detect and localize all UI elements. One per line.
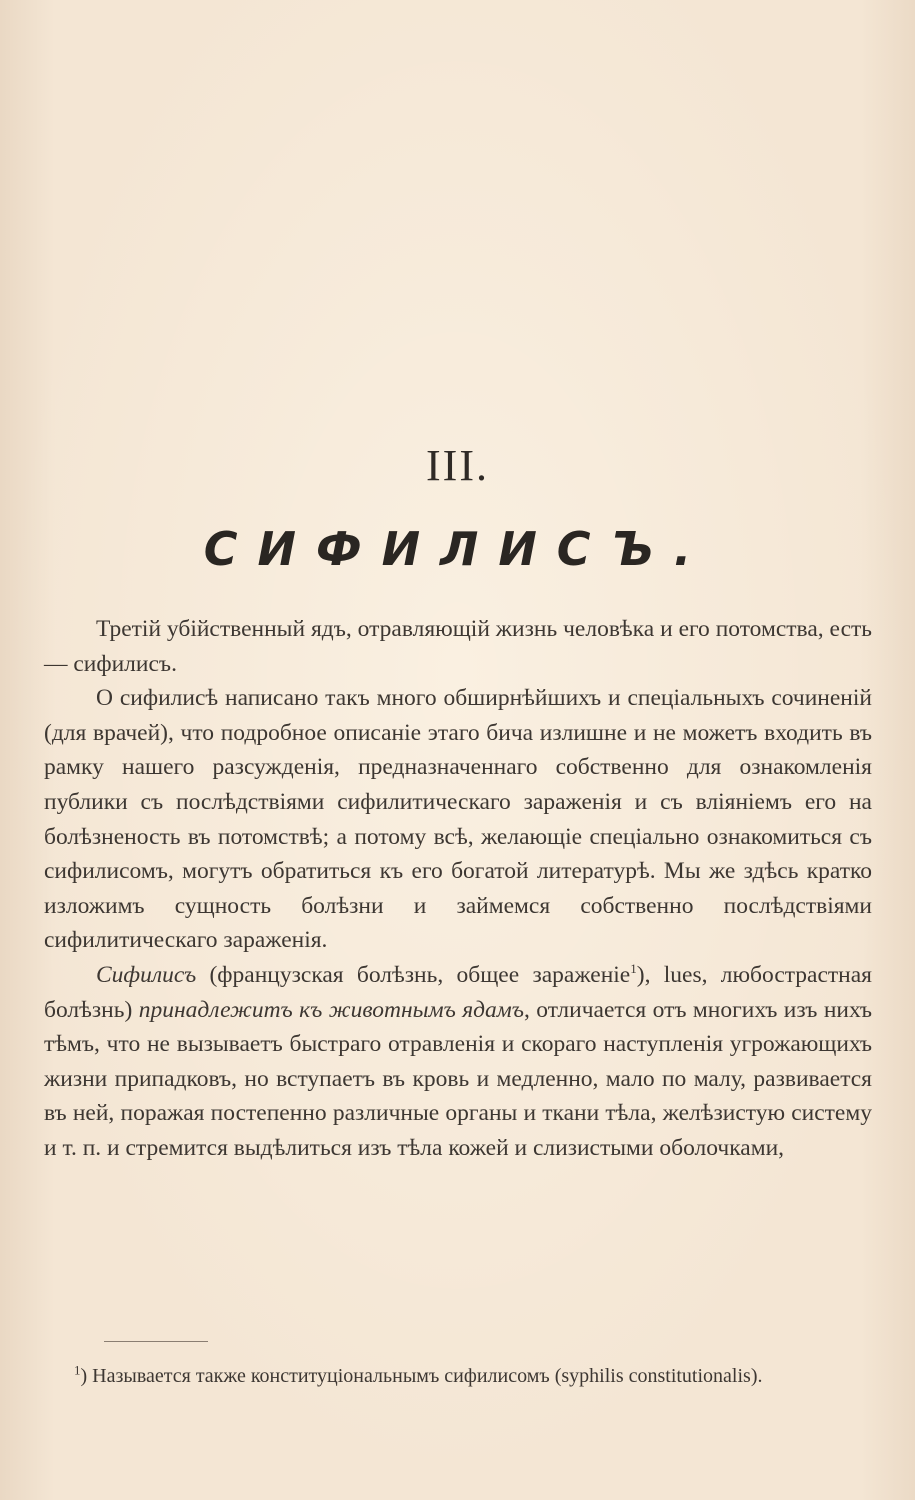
footnote: [44, 1362, 872, 1390]
footnote-reference: 1: [630, 961, 637, 977]
term-syphilis: Сифилисъ: [96, 961, 197, 988]
paragraph-3: [44, 958, 872, 1166]
paragraph-1: Третій убійственный ядъ, отравляющій жизнь человѣка и его потомства, есть — сифилисъ.: [44, 616, 872, 677]
footnote-marker: 1: [74, 1362, 81, 1378]
chapter-title: СИФИЛИСЪ.: [203, 522, 712, 576]
paragraph-3-part-2: ), lues, любострастная болѣзнь): [44, 961, 872, 1023]
footnote-divider: [104, 1341, 208, 1342]
body-text: [44, 612, 872, 1166]
paragraph-3-part-3: , отличается отъ многихъ изъ нихъ тѣмъ, что не вызываетъ быстраго отравленія и скораго наступленія угрожающихъ жизни припадковъ, но вступаетъ въ кровь и медленно, мало по малу, развивается въ ней, поражая постепенно различные органы и ткани тѣла, желѣзистую систему и т. п. и стремится выдѣлиться изъ тѣла кожей и слизистыми оболочками,: [44, 996, 872, 1161]
emphasis-animal-poisons: принадлежитъ къ животнымъ ядамъ: [138, 996, 524, 1023]
paragraph-2: О сифилисѣ написано такъ много обширнѣйшихъ и спеціальныхъ сочиненій (для врачей), что подробное описаніе этаго бича излишне и не можетъ входить въ рамку нашего разсужденія, предназначеннаго собственно для ознакомленія публики съ послѣдствіями сифилитическаго зараженія и съ вліяніемъ его на болѣзненость въ потомствѣ; а потому всѣ, желающіе спеціально ознакомиться съ сифилисомъ, могутъ обратиться къ его богатой литературѣ. Мы же здѣсь кратко изложимъ сущность болѣзни и займемся собственно послѣдствіями сифилитическаго зараженія.: [44, 685, 872, 954]
paragraph-3-part-1: (французская болѣзнь, общее зараженіе: [196, 961, 631, 988]
footnote-text: ) Называется также конституціональнымъ сифилисомъ (syphilis constitutionalis).: [80, 1365, 763, 1387]
chapter-number: III.: [426, 441, 489, 490]
